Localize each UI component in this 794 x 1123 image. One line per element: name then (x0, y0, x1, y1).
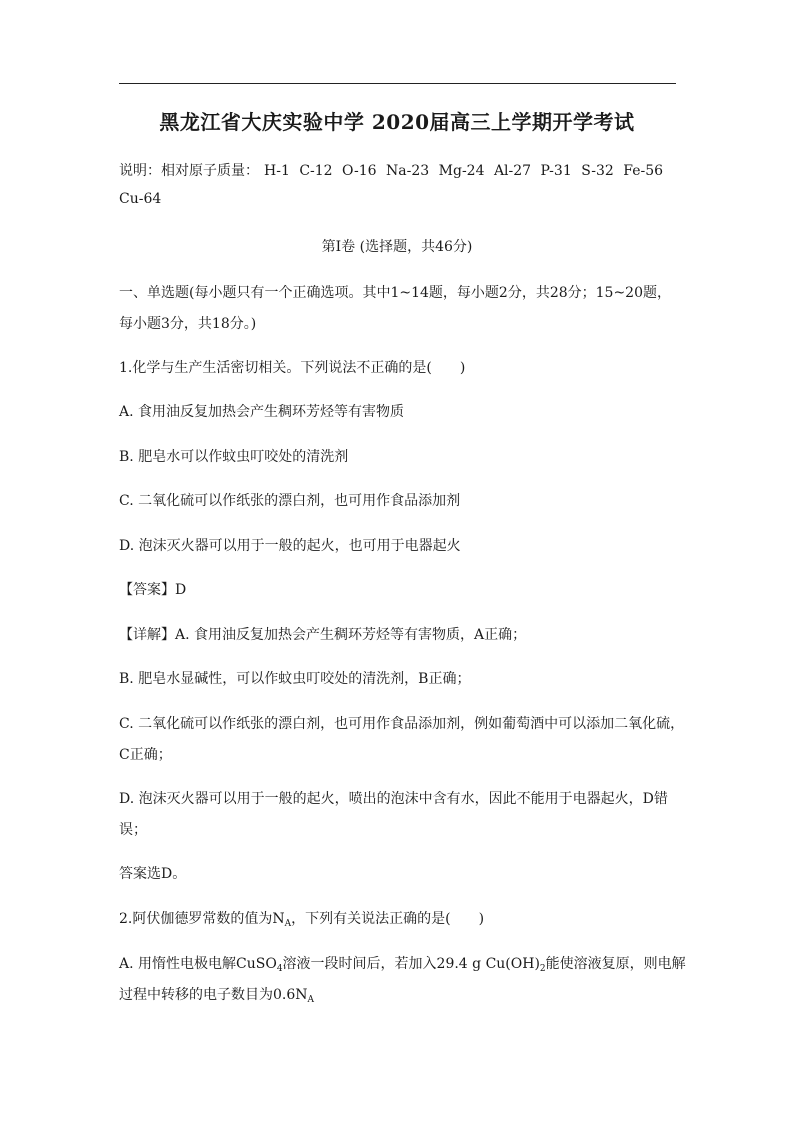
question-1-detail-c-cont: C正确； (119, 747, 172, 763)
question-1-option-c: C. 二氧化硫可以作纸张的漂白剂，也可用作食品添加剂 (119, 493, 461, 509)
question-1-detail-c: C. 二氧化硫可以作纸张的漂白剂，也可用作食品添加剂，例如葡萄酒中可以添加二氧化硫， (119, 716, 685, 732)
question-1-detail-d-cont: 误； (119, 822, 147, 838)
mass-item: Na-23 (386, 163, 430, 179)
q2-option-a-text-end: 能使溶液复原，则电解 (545, 956, 686, 972)
question-1-detail-d: D. 泡沫灭火器可以用于一般的起火，喷出的泡沫中含有水，因此不能用于电器起火，D错 (119, 791, 668, 807)
document-title: 黑龙江省大庆实验中学 2020届高三上学期开学考试 (159, 110, 635, 134)
question-1-conclusion: 答案选D。 (119, 866, 187, 882)
subscript: A (284, 919, 292, 929)
question-1-option-a: A. 食用油反复加热会产生稠环芳烃等有害物质 (119, 404, 405, 420)
header-rule (119, 83, 676, 84)
subscript: 2 (539, 964, 546, 974)
question-1-stem: 1.化学与生产生活密切相关。下列说法不正确的是( ) (119, 360, 466, 376)
question-2-option-a (119, 953, 686, 973)
question-1-detail-b: B. 肥皂水显碱性，可以作蚊虫叮咬处的清洗剂，B正确； (119, 671, 471, 687)
question-1-answer: 【答案】D (119, 582, 187, 598)
question-1-detail-a: 【详解】A. 食用油反复加热会产生稠环芳烃等有害物质，A正确； (119, 627, 527, 643)
question-2-option-a-cont (119, 984, 314, 1004)
note-label: 说明：相对原子质量： (119, 163, 259, 179)
question-1-option-b: B. 肥皂水可以作蚊虫叮咬处的清洗剂 (119, 449, 349, 465)
mass-item: Fe-56 (623, 163, 664, 179)
q2-stem-text: 2.阿伏伽德罗常数的值为N (119, 911, 285, 927)
question-1-option-d: D. 泡沫灭火器可以用于一般的起火，也可用于电器起火 (119, 538, 461, 554)
part-heading: 第Ⅰ卷 (选择题，共46分) (321, 239, 473, 255)
section-instruction: 一、单选题(每小题只有一个正确选项。其中1~14题，每小题2分，共28分；15~20题， (119, 285, 671, 301)
mass-item: H-1 (264, 163, 290, 179)
q2-option-a-cont-text: 过程中转移的电子数目为0.6N (119, 987, 308, 1003)
mass-item: C-12 (299, 163, 333, 179)
q2-stem-text-cont: ，下列有关说法正确的是( ) (291, 911, 485, 927)
atomic-mass-note (119, 160, 663, 180)
mass-item: Al-27 (493, 163, 532, 179)
mass-item: P-31 (540, 163, 572, 179)
mass-item: O-16 (342, 163, 377, 179)
subscript: 4 (276, 964, 283, 974)
mass-item: S-32 (581, 163, 614, 179)
question-2-stem (119, 908, 484, 928)
q2-option-a-text: A. 用惰性电极电解CuSO (119, 956, 277, 972)
q2-option-a-text-mid: 溶液一段时间后，若加入29.4 g Cu(OH) (282, 956, 540, 972)
mass-item-cu: Cu-64 (119, 191, 162, 207)
subscript: A (307, 995, 315, 1005)
section-instruction-cont: 每小题3分，共18分。) (119, 316, 257, 332)
mass-item: Mg-24 (438, 163, 485, 179)
